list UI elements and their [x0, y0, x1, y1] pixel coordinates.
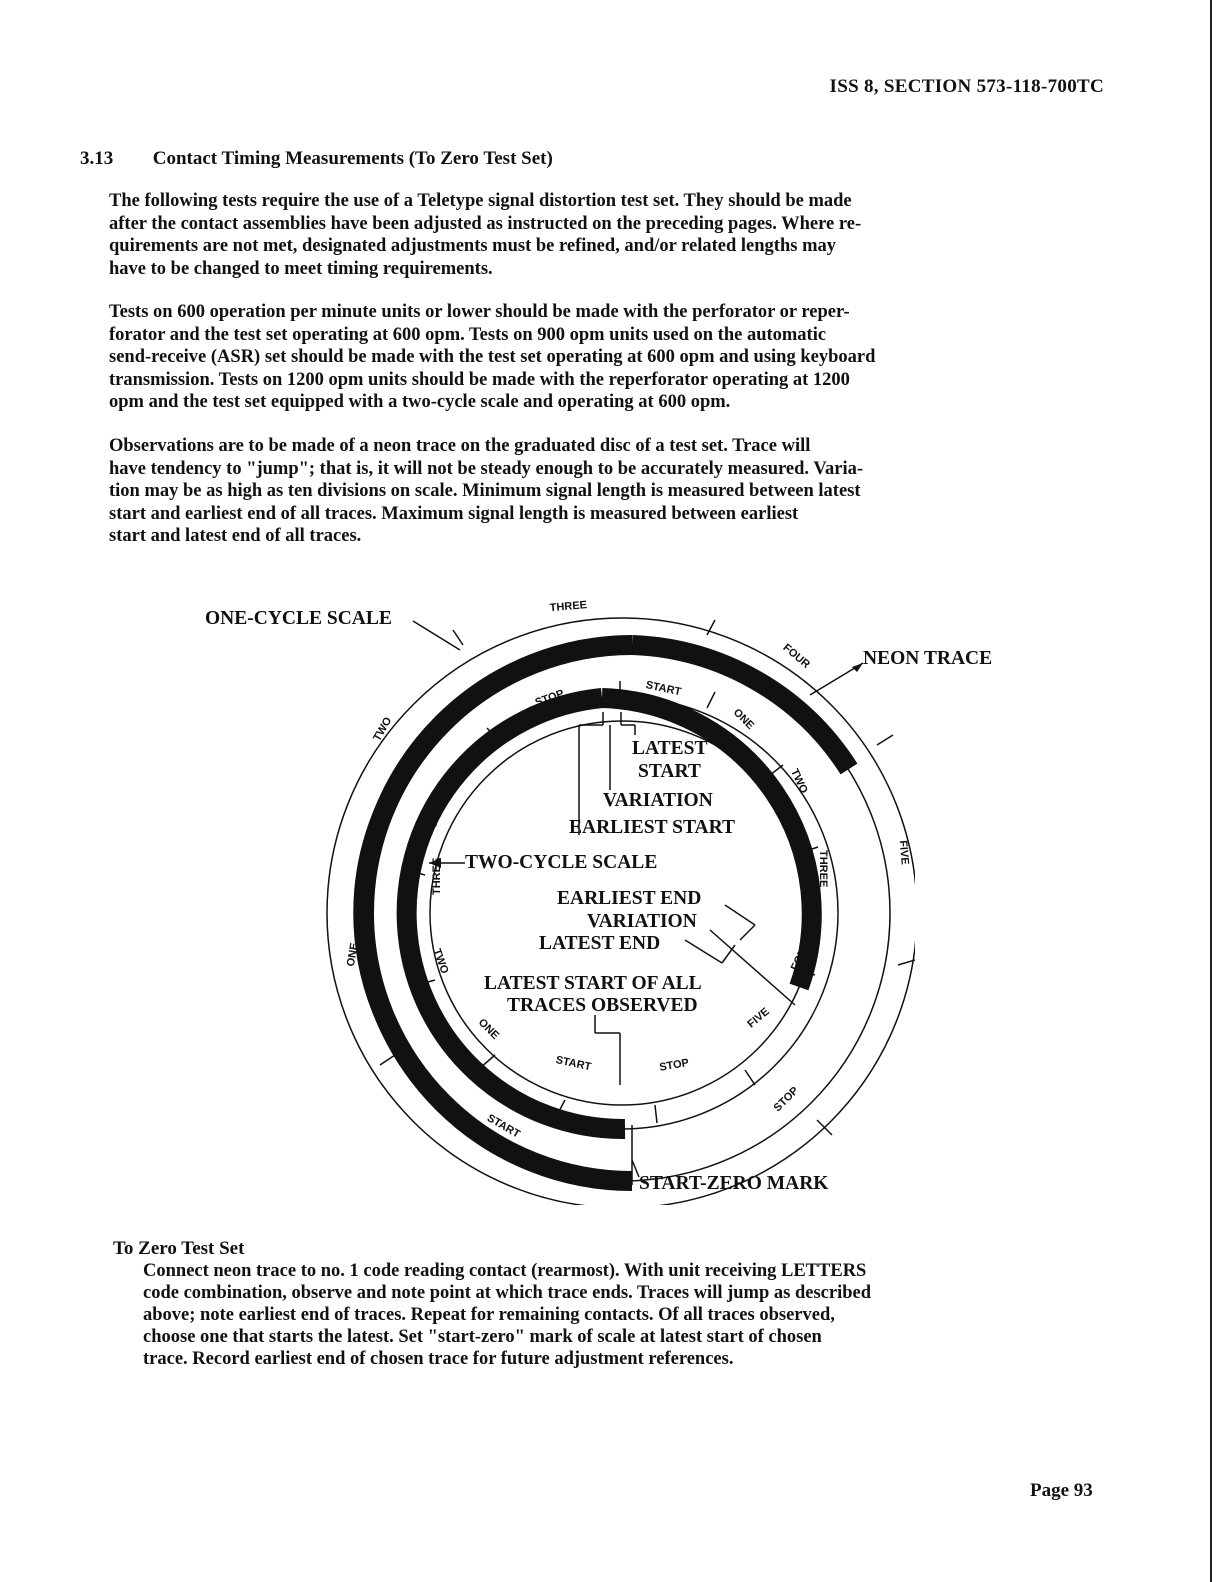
- earliest-start-label: EARLIEST START: [569, 817, 736, 838]
- text-line: choose one that starts the latest. Set "start-zero" mark of scale at latest start of chosen: [143, 1327, 822, 1347]
- ring-label: TWO: [788, 767, 810, 796]
- text-line: code combination, observe and note point at which trace ends. Traces will jump as described: [143, 1283, 872, 1303]
- latest-start-all-label: LATEST START OF ALL: [484, 973, 702, 994]
- text-line: quirements are not met, designated adjustments must be refined, and/or related lengths may: [109, 236, 836, 256]
- page-header: ISS 8, SECTION 573-118-700TC: [829, 76, 1104, 97]
- ring-label: TWO: [371, 715, 395, 744]
- ring-label: THREE: [431, 857, 443, 895]
- test-set-disc-diagram: [195, 585, 993, 1205]
- variation-end-label: VARIATION: [587, 911, 697, 932]
- one-cycle-scale-label: ONE-CYCLE SCALE: [205, 608, 392, 629]
- ring-label: FOUR: [788, 939, 813, 973]
- ring-label: STOP: [658, 1056, 690, 1074]
- ring-label: FOUR: [780, 641, 813, 671]
- earliest-end-label: EARLIEST END: [557, 888, 702, 909]
- section-title: [80, 148, 553, 170]
- text-line: Observations are to be made of a neon trace on the graduated disc of a test set. Trace will: [109, 436, 811, 456]
- ring-label: THREE: [549, 599, 588, 615]
- ring-label: START: [554, 1054, 593, 1074]
- section-title-text: Contact Timing Measurements (To Zero Test Set): [152, 148, 553, 169]
- traces-observed-label: TRACES OBSERVED: [507, 995, 698, 1016]
- text-line: have tendency to "jump"; that is, it will not be steady enough to be accurately measured. Varia-: [109, 458, 864, 479]
- text-line: The following tests require the use of a Teletype signal distortion test set. They should be made: [109, 191, 852, 211]
- paragraph-2: [109, 301, 1099, 414]
- latest-start-label: LATEST: [632, 738, 708, 759]
- ring-label: STOP: [533, 687, 566, 710]
- ring-label: THREE: [817, 850, 829, 888]
- text-line: tion may be as high as ten divisions on scale. Minimum signal length is measured between latest: [109, 481, 861, 501]
- text-line: send-receive (ASR) set should be made with the test set operating at 600 opm and using keyboard: [109, 347, 876, 367]
- ring-label: ONE: [730, 706, 757, 732]
- text-line: after the contact assemblies have been adjusted as instructed on the preceding pages. Where re-: [109, 213, 862, 234]
- ring-label: TWO: [430, 947, 451, 976]
- scan-edge: [1210, 0, 1212, 1582]
- zero-test-set-text: [143, 1260, 1103, 1370]
- ring-label: START: [484, 1112, 522, 1141]
- text-line: opm and the test set equipped with a two-cycle scale and operating at 600 opm.: [109, 392, 731, 412]
- neon-trace-label: NEON TRACE: [863, 648, 993, 669]
- ring-label: START: [644, 679, 683, 699]
- variation-label: VARIATION: [603, 790, 713, 811]
- arrow-head: [852, 663, 863, 672]
- text-line: Tests on 600 operation per minute units or lower should be made with the perforator or reper-: [109, 302, 850, 322]
- latest-start-label-2: START: [638, 761, 701, 782]
- page-number: Page 93: [1030, 1480, 1093, 1501]
- text-line: Connect neon trace to no. 1 code reading contact (rearmost). With unit receiving LETTERS: [143, 1261, 867, 1281]
- text-line: above; note earliest end of traces. Repeat for remaining contacts. Of all traces observed,: [143, 1305, 835, 1325]
- paragraph-3: [109, 435, 1099, 548]
- zero-test-set-heading: To Zero Test Set: [113, 1238, 245, 1259]
- ring-label: ONE: [475, 1016, 502, 1042]
- disc-graphic: [195, 585, 915, 1205]
- text-line: start and earliest end of all traces. Maximum signal length is measured between earliest: [109, 503, 799, 524]
- text-line: transmission. Tests on 1200 opm units should be made with the reperforator operating at 1200: [109, 369, 850, 390]
- two-cycle-scale-label: TWO-CYCLE SCALE: [465, 852, 658, 873]
- ring-label: STOP: [771, 1084, 802, 1115]
- text-line: start and latest end of all traces.: [109, 526, 362, 546]
- ring-label: ONE: [344, 941, 361, 968]
- text-line: have to be changed to meet timing requirements.: [109, 258, 493, 279]
- text-line: forator and the test set operating at 600 opm. Tests on 900 opm units used on the automatic: [109, 324, 827, 345]
- ring-label: FOUR: [427, 794, 448, 828]
- paragraph-1: [109, 190, 1099, 280]
- latest-end-label: LATEST END: [539, 933, 661, 954]
- section-number: 3.13: [80, 148, 114, 169]
- ring-label: FIVE: [896, 839, 911, 866]
- ring-label: FIVE: [464, 739, 490, 767]
- text-line: trace. Record earliest end of chosen trace for future adjustment references.: [143, 1349, 734, 1369]
- ring-label: FIVE: [745, 1005, 772, 1031]
- start-zero-mark-label: START-ZERO MARK: [639, 1173, 829, 1194]
